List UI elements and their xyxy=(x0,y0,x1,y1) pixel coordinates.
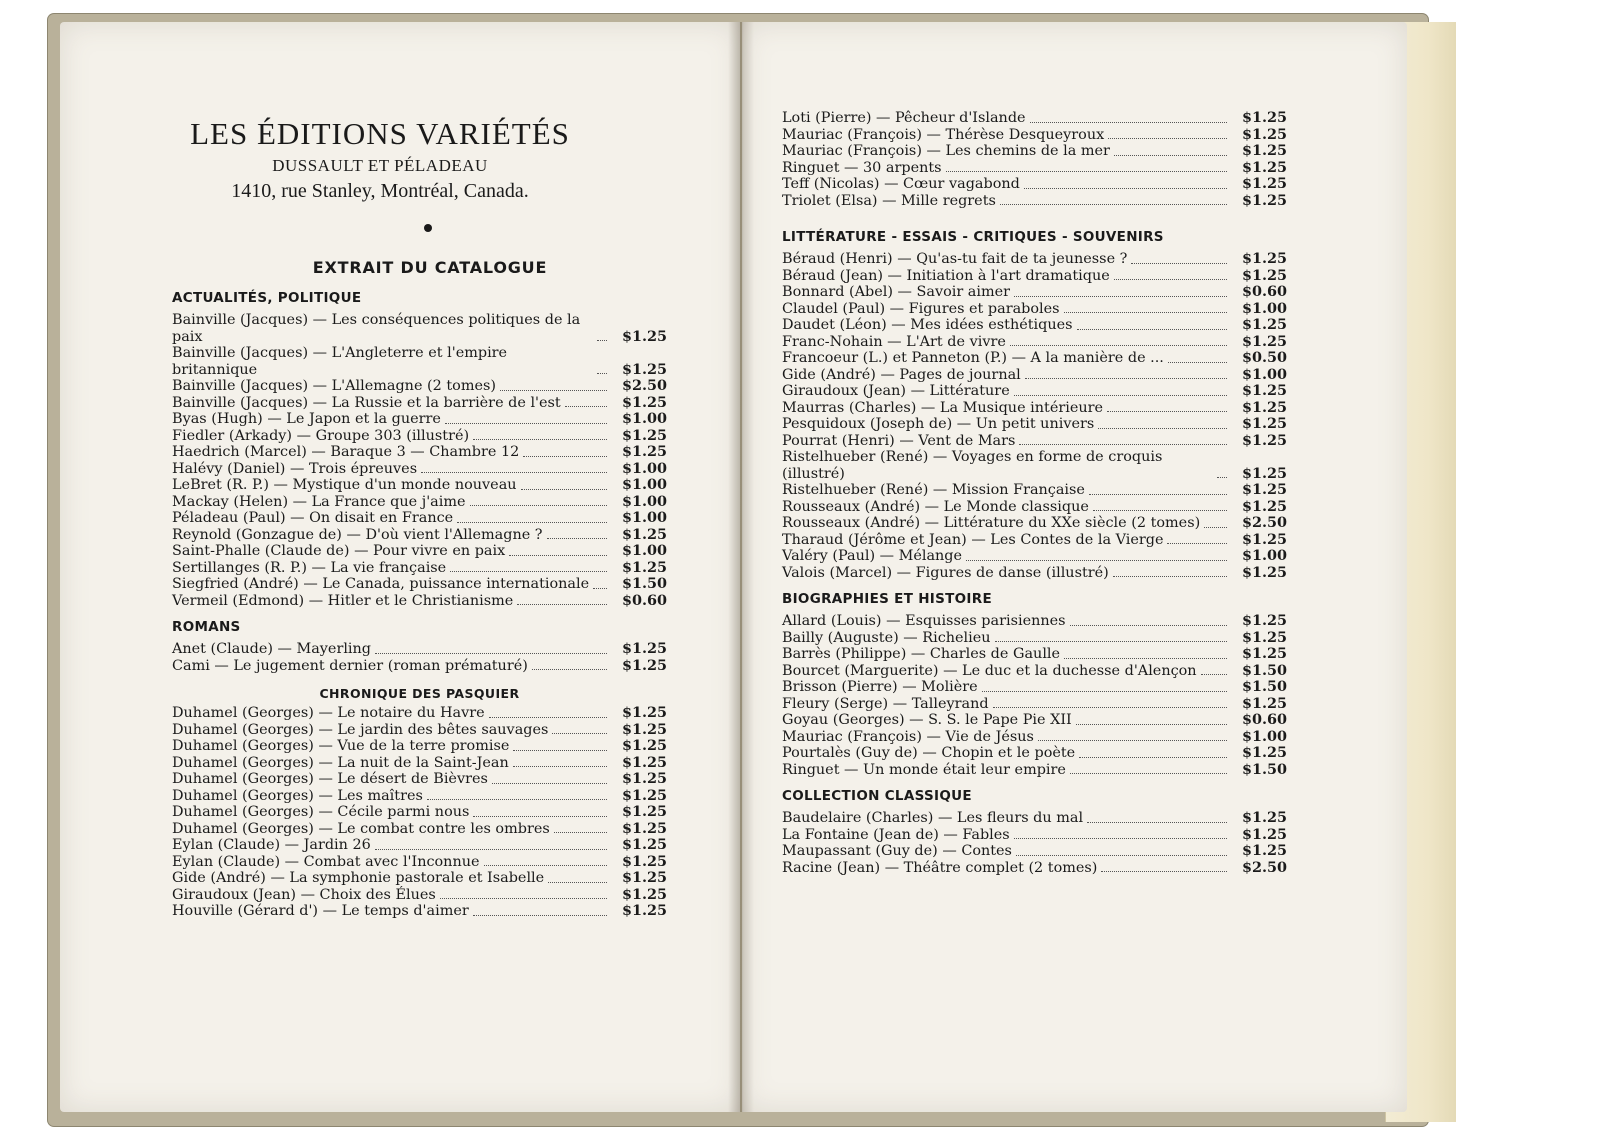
entry-price: $1.25 xyxy=(621,426,667,444)
entry-price: $1.25 xyxy=(1241,481,1287,498)
entry-title: Bourcet (Marguerite) — Le duc et la duchesse d'Alençon xyxy=(782,662,1197,679)
catalogue-entry xyxy=(782,810,1287,827)
entry-title: Byas (Hugh) — Le Japon et la guerre xyxy=(172,411,441,427)
dot-leader xyxy=(473,816,607,817)
catalogue-entry xyxy=(782,515,1287,532)
catalogue-entry xyxy=(782,565,1287,582)
catalogue-entry xyxy=(172,854,667,871)
entry-price: $1.25 xyxy=(1241,415,1287,432)
entry-price: $1.25 xyxy=(621,819,667,837)
catalogue-entry xyxy=(782,729,1287,746)
entry-price: $2.50 xyxy=(1241,514,1287,531)
catalogue-entry xyxy=(782,613,1287,630)
entry-title: Duhamel (Georges) — Les maîtres xyxy=(172,787,423,804)
catalogue-entry xyxy=(782,367,1287,384)
dot-leader xyxy=(470,505,607,506)
catalogue-entry xyxy=(172,755,667,772)
catalogue-entry xyxy=(782,762,1287,779)
publisher-address: 1410, rue Stanley, Montréal, Canada. xyxy=(231,180,529,202)
catalogue-entry xyxy=(782,548,1287,565)
dot-leader xyxy=(552,733,607,734)
catalogue-entry xyxy=(782,143,1287,160)
dot-leader xyxy=(1113,576,1227,577)
catalogue-entry xyxy=(782,696,1287,713)
dot-leader xyxy=(1070,625,1227,626)
entry-title: Gide (André) — La symphonie pastorale et Isabelle xyxy=(172,870,545,886)
catalogue-entry xyxy=(172,821,667,838)
entry-price: $1.25 xyxy=(621,753,667,771)
entry-title: Maupassant (Guy de) — Contes xyxy=(782,843,1012,859)
dot-leader xyxy=(1014,838,1227,839)
dot-leader xyxy=(597,373,607,374)
entry-title: Bainville (Jacques) — La Russie et la barrière de l'est xyxy=(172,394,561,411)
entry-price: $1.25 xyxy=(621,393,667,411)
dot-leader xyxy=(450,571,607,572)
bullet-ornament xyxy=(424,224,432,232)
entry-title: Franc-Nohain — L'Art de vivre xyxy=(782,333,1006,350)
entry-title: Triolet (Elsa) — Mille regrets xyxy=(782,192,996,209)
entry-title: Giraudoux (Jean) — Choix des Élues xyxy=(172,886,436,903)
catalogue-entry xyxy=(172,788,667,805)
dot-leader xyxy=(375,849,607,850)
entry-title: Eylan (Claude) — Jardin 26 xyxy=(172,837,371,853)
entry-price: $1.25 xyxy=(621,525,667,543)
catalogue-entry xyxy=(172,837,667,854)
entry-price: $1.25 xyxy=(621,720,667,738)
entry-price: $1.00 xyxy=(621,509,667,526)
dot-leader xyxy=(1201,674,1227,675)
dot-leader xyxy=(1114,279,1227,280)
entry-price: $1.00 xyxy=(1241,727,1287,745)
dot-leader xyxy=(513,766,607,767)
catalogue-entry xyxy=(172,461,667,478)
entry-title: Bainville (Jacques) — Les conséquences politiques de la paix xyxy=(172,312,581,345)
catalogue-entry xyxy=(782,449,1287,482)
dot-leader xyxy=(1019,444,1227,445)
dot-leader xyxy=(1204,527,1227,528)
entry-title: Tharaud (Jérôme et Jean) — Les Contes de la Vierge xyxy=(782,531,1164,548)
entry-title: Barrès (Philippe) — Charles de Gaulle xyxy=(782,646,1061,662)
dot-leader xyxy=(1217,477,1227,478)
entry-price: $1.25 xyxy=(1241,744,1287,761)
entry-title: Ringuet — Un monde était leur empire xyxy=(782,761,1066,778)
dot-leader xyxy=(1064,312,1227,313)
catalogue-entry xyxy=(782,251,1287,268)
dot-leader xyxy=(1167,543,1227,544)
entry-price: $1.25 xyxy=(1241,825,1287,843)
entry-title: Giraudoux (Jean) — Littérature xyxy=(782,383,1010,399)
entry-price: $1.25 xyxy=(1241,316,1287,333)
entry-title: Rousseaux (André) — Littérature du XXe siècle (2 tomes) xyxy=(782,515,1201,531)
catalogue-entry xyxy=(782,482,1287,499)
entry-price: $1.25 xyxy=(621,902,667,919)
catalogue-entry xyxy=(172,428,667,445)
entry-title: Daudet (Léon) — Mes idées esthétiques xyxy=(782,317,1073,333)
entry-price: $1.25 xyxy=(1241,398,1287,416)
dot-leader xyxy=(523,456,607,457)
entry-price: $1.25 xyxy=(1241,612,1287,629)
dot-leader xyxy=(521,489,607,490)
entry-title: Valois (Marcel) — Figures de danse (illustré) xyxy=(782,564,1109,581)
entry-title: Baudelaire (Charles) — Les fleurs du mal xyxy=(782,810,1084,826)
dot-leader xyxy=(473,439,607,440)
entry-title: Eylan (Claude) — Combat avec l'Inconnue xyxy=(172,853,480,870)
dot-leader xyxy=(445,423,607,424)
dot-leader xyxy=(1024,188,1227,189)
catalogue-entry xyxy=(172,641,667,658)
entry-title: Francoeur (L.) et Panneton (P.) — A la manière de ... xyxy=(782,350,1164,366)
entry-title: Racine (Jean) — Théâtre complet (2 tomes) xyxy=(782,859,1098,876)
entry-title: Maurras (Charles) — La Musique intérieure xyxy=(782,399,1103,416)
catalogue-entry xyxy=(782,383,1287,400)
entry-title: Béraud (Jean) — Initiation à l'art dramatique xyxy=(782,267,1110,284)
entry-title: Gide (André) — Pages de journal xyxy=(782,366,1021,383)
entry-price: $1.25 xyxy=(621,737,667,754)
entry-title: Duhamel (Georges) — La nuit de la Saint-Jean xyxy=(172,754,509,771)
entry-price: $1.25 xyxy=(1241,109,1287,126)
entry-price: $1.50 xyxy=(1241,760,1287,778)
entry-price: $1.25 xyxy=(1241,142,1287,159)
entry-price: $1.25 xyxy=(621,640,667,657)
entry-price: $1.25 xyxy=(1241,332,1287,350)
dot-leader xyxy=(1093,510,1227,511)
dot-leader xyxy=(593,588,607,589)
entry-price: $1.00 xyxy=(1241,365,1287,383)
dot-leader xyxy=(1098,428,1227,429)
entry-price: $1.25 xyxy=(621,360,667,378)
dot-leader xyxy=(457,522,607,523)
catalogue-entry xyxy=(782,499,1287,516)
entry-price: $1.00 xyxy=(621,459,667,477)
entry-price: $1.00 xyxy=(621,410,667,427)
dot-leader xyxy=(1087,822,1227,823)
dot-leader xyxy=(509,555,607,556)
entry-title: Ristelhueber (René) — Mission Française xyxy=(782,482,1085,498)
catalogue-entry xyxy=(782,630,1287,647)
entry-title: Siegfried (André) — Le Canada, puissance internationale xyxy=(172,576,590,592)
entry-title: Vermeil (Edmond) — Hitler et le Christianisme xyxy=(172,592,514,609)
entry-price: $1.25 xyxy=(1241,266,1287,284)
entry-price: $2.50 xyxy=(1241,858,1287,876)
catalogue-entry xyxy=(782,745,1287,762)
entry-title: Reynold (Gonzague de) — D'où vient l'Allemagne ? xyxy=(172,526,543,543)
entry-title: Haedrich (Marcel) — Baraque 3 — Chambre 12 xyxy=(172,444,520,460)
dot-leader xyxy=(1077,329,1228,330)
dot-leader xyxy=(489,717,607,718)
dot-leader xyxy=(1107,411,1227,412)
catalogue-entry xyxy=(172,658,667,675)
catalogue-entry xyxy=(172,494,667,511)
entry-price: $1.50 xyxy=(1241,678,1287,695)
entry-price: $1.25 xyxy=(1241,842,1287,859)
entry-price: $1.25 xyxy=(1241,464,1287,482)
section-heading: LITTÉRATURE - ESSAIS - CRITIQUES - SOUVENIRS xyxy=(782,229,1164,245)
entry-title: Duhamel (Georges) — Cécile parmi nous xyxy=(172,804,470,820)
dot-leader xyxy=(1000,204,1227,205)
dot-leader xyxy=(375,653,607,654)
dot-leader xyxy=(500,390,607,391)
entry-price: $1.50 xyxy=(1241,661,1287,679)
dot-leader xyxy=(1030,122,1227,123)
entry-title: Mauriac (François) — Thérèse Desqueyroux xyxy=(782,126,1105,143)
entry-price: $1.25 xyxy=(621,836,667,853)
entry-title: Bainville (Jacques) — L'Angleterre et l'empire britannique xyxy=(172,345,508,378)
catalogue-entry xyxy=(782,646,1287,663)
dot-leader xyxy=(966,560,1227,561)
entry-title: Mauriac (François) — Vie de Jésus xyxy=(782,728,1034,745)
entry-price: $1.25 xyxy=(621,558,667,576)
entry-price: $1.25 xyxy=(1241,382,1287,399)
entry-price: $1.25 xyxy=(621,770,667,787)
entry-title: Pourtalès (Guy de) — Chopin et le poète xyxy=(782,745,1076,761)
entry-price: $1.00 xyxy=(621,542,667,559)
dot-leader xyxy=(473,915,607,916)
entry-title: Rousseaux (André) — Le Monde classique xyxy=(782,498,1089,515)
dot-leader xyxy=(982,691,1227,692)
entry-price: $0.50 xyxy=(1241,349,1287,366)
entry-title: Mauriac (François) — Les chemins de la mer xyxy=(782,143,1110,159)
entry-title: Duhamel (Georges) — Le notaire du Havre xyxy=(172,705,485,721)
catalogue-entry xyxy=(782,317,1287,334)
entry-price: $1.25 xyxy=(621,852,667,870)
dot-leader xyxy=(946,171,1227,172)
dot-leader xyxy=(427,799,607,800)
catalogue-entry xyxy=(782,193,1287,210)
catalogue-entry xyxy=(172,411,667,428)
entry-title: Loti (Pierre) — Pêcheur d'Islande xyxy=(782,110,1026,126)
dot-leader xyxy=(1089,494,1227,495)
dot-leader xyxy=(1070,773,1227,774)
catalogue-entry xyxy=(782,160,1287,177)
entry-price: $1.25 xyxy=(621,327,667,345)
entry-price: $1.25 xyxy=(621,885,667,903)
dot-leader xyxy=(1101,871,1227,872)
catalogue-entry xyxy=(782,416,1287,433)
entry-title: Duhamel (Georges) — Le combat contre les ombres xyxy=(172,820,550,837)
dot-leader xyxy=(597,340,607,341)
dot-leader xyxy=(1025,378,1227,379)
catalogue-entry xyxy=(782,301,1287,318)
catalogue-entry xyxy=(782,843,1287,860)
entry-title: Houville (Gérard d') — Le temps d'aimer xyxy=(172,903,469,919)
entry-price: $2.50 xyxy=(621,377,667,394)
dot-leader xyxy=(554,832,607,833)
catalogue-entry xyxy=(782,176,1287,193)
catalogue-entry xyxy=(782,433,1287,450)
entry-title: Cami — Le jugement dernier (roman prématuré) xyxy=(172,657,528,674)
section-heading: COLLECTION CLASSIQUE xyxy=(782,788,972,804)
entry-price: $1.25 xyxy=(621,443,667,460)
catalogue-entry xyxy=(172,870,667,887)
catalogue-entry xyxy=(172,738,667,755)
catalogue-entry xyxy=(782,532,1287,549)
catalogue-entry xyxy=(172,477,667,494)
dot-leader xyxy=(492,783,607,784)
entry-price: $0.60 xyxy=(1241,283,1287,300)
entry-price: $1.25 xyxy=(1241,694,1287,712)
catalogue-heading: EXTRAIT DU CATALOGUE xyxy=(312,258,548,277)
catalogue-entry xyxy=(782,679,1287,696)
dot-leader xyxy=(1016,855,1227,856)
entry-title: Ringuet — 30 arpents xyxy=(782,159,942,176)
dot-leader xyxy=(421,472,607,473)
publisher-subtitle: DUSSAULT ET PÉLADEAU xyxy=(272,156,488,175)
catalogue-entry xyxy=(172,804,667,821)
publisher-title: LES ÉDITIONS VARIÉTÉS xyxy=(190,116,570,151)
catalogue-entry xyxy=(782,663,1287,680)
dot-leader xyxy=(517,604,607,605)
dot-leader xyxy=(1079,757,1227,758)
entry-price: $1.25 xyxy=(1241,250,1287,267)
entry-title: Halévy (Daniel) — Trois épreuves xyxy=(172,460,418,477)
entry-title: Brisson (Pierre) — Molière xyxy=(782,679,978,695)
entry-title: Claudel (Paul) — Figures et paraboles xyxy=(782,300,1060,317)
entry-price: $1.25 xyxy=(621,786,667,804)
entry-title: Ristelhueber (René) — Voyages en forme de croquis (illustré) xyxy=(782,449,1163,482)
entry-price: $1.25 xyxy=(1241,563,1287,581)
entry-price: $1.25 xyxy=(1241,175,1287,192)
dot-leader xyxy=(440,898,607,899)
entry-title: Teff (Nicolas) — Cœur vagabond xyxy=(782,176,1020,192)
left-catalogue-column xyxy=(172,280,667,920)
entry-price: $1.25 xyxy=(1241,497,1287,515)
dot-leader xyxy=(548,882,607,883)
dot-leader xyxy=(532,669,607,670)
section-heading: ROMANS xyxy=(172,619,241,635)
catalogue-entry xyxy=(172,593,667,610)
entry-title: Mackay (Helen) — La France que j'aime xyxy=(172,493,466,510)
catalogue-entry xyxy=(172,903,667,920)
dot-leader xyxy=(1168,362,1227,363)
entry-title: Anet (Claude) — Mayerling xyxy=(172,641,372,657)
section-heading: BIOGRAPHIES ET HISTOIRE xyxy=(782,591,992,607)
dot-leader xyxy=(1131,263,1227,264)
dot-leader xyxy=(1114,155,1227,156)
entry-title: Duhamel (Georges) — Le jardin des bêtes sauvages xyxy=(172,721,549,738)
entry-price: $1.25 xyxy=(621,869,667,886)
right-catalogue-column xyxy=(782,110,1287,876)
entry-price: $1.25 xyxy=(1241,530,1287,548)
entry-price: $1.00 xyxy=(1241,299,1287,317)
catalogue-entry xyxy=(172,543,667,560)
entry-title: Duhamel (Georges) — Le désert de Bièvres xyxy=(172,771,488,787)
catalogue-entry xyxy=(172,576,667,593)
book-gutter xyxy=(728,22,754,1112)
section-heading: ACTUALITÉS, POLITIQUE xyxy=(172,290,362,306)
entry-title: Saint-Phalle (Claude de) — Pour vivre en paix xyxy=(172,543,506,559)
dot-leader xyxy=(995,641,1227,642)
catalogue-entry xyxy=(172,705,667,722)
dot-leader xyxy=(484,865,607,866)
entry-title: LeBret (R. P.) — Mystique d'un monde nouveau xyxy=(172,477,517,493)
dot-leader xyxy=(565,406,607,407)
catalogue-entry xyxy=(782,284,1287,301)
entry-price: $1.50 xyxy=(621,575,667,592)
catalogue-entry xyxy=(172,722,667,739)
entry-title: Goyau (Georges) — S. S. le Pape Pie XII xyxy=(782,712,1072,728)
entry-title: La Fontaine (Jean de) — Fables xyxy=(782,826,1010,843)
entry-title: Béraud (Henri) — Qu'as-tu fait de ta jeunesse ? xyxy=(782,251,1128,267)
entry-title: Sertillanges (R. P.) — La vie française xyxy=(172,559,447,576)
entry-price: $1.00 xyxy=(621,476,667,493)
entry-price: $1.00 xyxy=(1241,547,1287,564)
entry-price: $1.25 xyxy=(621,704,667,721)
catalogue-entry xyxy=(172,444,667,461)
catalogue-entry xyxy=(782,127,1287,144)
catalogue-entry xyxy=(172,378,667,395)
catalogue-entry xyxy=(782,350,1287,367)
catalogue-entry xyxy=(172,510,667,527)
catalogue-entry xyxy=(782,712,1287,729)
entry-title: Bainville (Jacques) — L'Allemagne (2 tomes) xyxy=(172,378,496,394)
dot-leader xyxy=(1038,740,1227,741)
dot-leader xyxy=(1076,724,1227,725)
dot-leader xyxy=(1108,138,1227,139)
dot-leader xyxy=(513,750,607,751)
dot-leader xyxy=(547,538,607,539)
entry-title: Duhamel (Georges) — Vue de la terre promise xyxy=(172,738,510,754)
catalogue-entry xyxy=(782,827,1287,844)
catalogue-entry xyxy=(782,110,1287,127)
catalogue-entry xyxy=(172,771,667,788)
dot-leader xyxy=(1014,296,1227,297)
entry-title: Pesquidoux (Joseph de) — Un petit univers xyxy=(782,416,1095,432)
catalogue-entry xyxy=(172,560,667,577)
entry-price: $0.60 xyxy=(1241,711,1287,728)
entry-price: $1.00 xyxy=(621,492,667,510)
entry-price: $0.60 xyxy=(621,591,667,609)
catalogue-entry xyxy=(172,345,667,378)
dot-leader xyxy=(1014,395,1227,396)
entry-title: Allard (Louis) — Esquisses parisiennes xyxy=(782,613,1066,629)
catalogue-entry xyxy=(172,527,667,544)
subsection-heading: CHRONIQUE DES PASQUIER xyxy=(319,686,520,701)
entry-price: $1.25 xyxy=(1241,125,1287,143)
dot-leader xyxy=(1064,658,1227,659)
entry-price: $1.25 xyxy=(621,656,667,674)
entry-title: Bonnard (Abel) — Savoir aimer xyxy=(782,284,1011,300)
entry-title: Fleury (Serge) — Talleyrand xyxy=(782,695,989,712)
entry-price: $1.25 xyxy=(1241,431,1287,449)
catalogue-entry xyxy=(782,268,1287,285)
entry-price: $1.25 xyxy=(1241,191,1287,209)
catalogue-entry xyxy=(782,860,1287,877)
entry-title: Valéry (Paul) — Mélange xyxy=(782,548,963,564)
entry-title: Fiedler (Arkady) — Groupe 303 (illustré) xyxy=(172,427,470,444)
catalogue-entry xyxy=(172,887,667,904)
entry-title: Péladeau (Paul) — On disait en France xyxy=(172,510,454,526)
catalogue-entry xyxy=(172,312,667,345)
catalogue-entry xyxy=(782,400,1287,417)
entry-price: $1.25 xyxy=(1241,628,1287,646)
catalogue-entry xyxy=(172,395,667,412)
dot-leader xyxy=(1010,345,1227,346)
entry-price: $1.25 xyxy=(621,803,667,820)
entry-price: $1.25 xyxy=(1241,158,1287,176)
entry-price: $1.25 xyxy=(1241,645,1287,662)
entry-title: Pourrat (Henri) — Vent de Mars xyxy=(782,432,1016,449)
entry-title: Bailly (Auguste) — Richelieu xyxy=(782,629,991,646)
entry-price: $1.25 xyxy=(1241,809,1287,826)
dot-leader xyxy=(993,707,1227,708)
catalogue-entry xyxy=(782,334,1287,351)
